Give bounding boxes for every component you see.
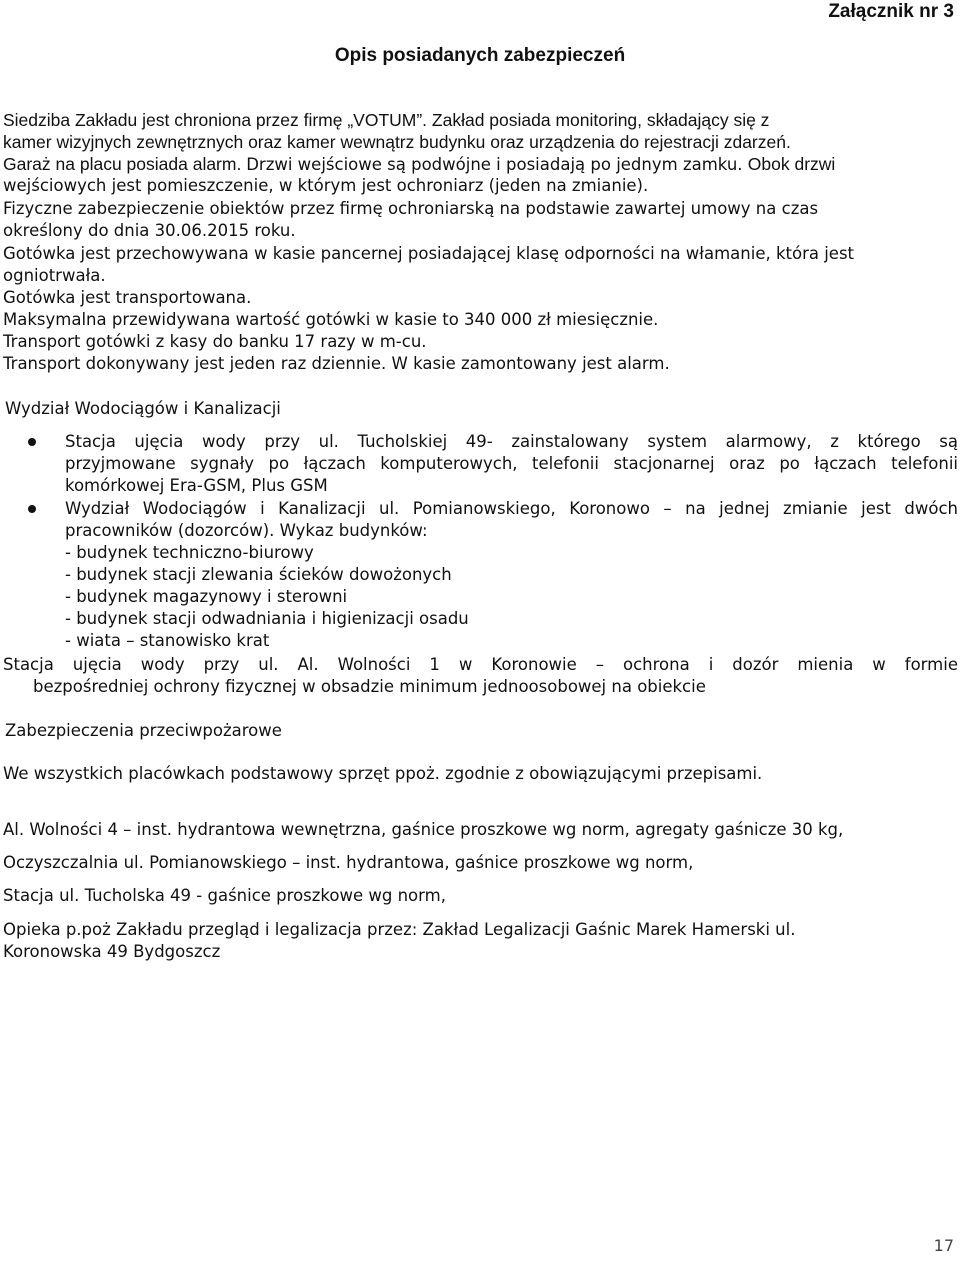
annex-label: Załącznik nr 3 <box>828 1 954 22</box>
building-list-item: - budynek techniczno-biurowy <box>65 543 314 562</box>
intro-line-4: wejściowych jest pomieszczenie, w którym jest ochroniarz (jeden na zmianie). <box>3 176 649 195</box>
fire-paragraph-1: We wszystkich placówkach podstawowy sprzęt ppoż. zgodnie z obowiązującymi przepisami. <box>3 764 763 783</box>
intro-line-3a: Garaż na placu posiada alarm. <box>3 154 247 174</box>
intro-line-6b: ogniotrwała. <box>3 266 106 285</box>
intro-line-5a: Fizyczne zabezpieczenie obiektów przez firmę ochroniarską na podstawie zawartej umowy na czas <box>3 199 819 218</box>
intro-line-3c: Obok drzwi <box>747 154 836 174</box>
building-list-item: - budynek stacji odwadniania i higienizacji osadu <box>65 609 469 628</box>
bullet-item-stacja-tucholska <box>65 431 958 497</box>
intro-line-5b: określony do dnia 30.06.2015 roku. <box>3 221 296 240</box>
fire-paragraph-3: Oczyszczalnia ul. Pomianowskiego – inst. hydrantowa, gaśnice proszkowe wg norm, <box>3 853 694 872</box>
stacja-line-2: bezpośredniej ochrony fizycznej w obsadzie minimum jednoosobowej na obiekcie <box>33 677 706 696</box>
intro-line-8: Maksymalna przewidywana wartość gotówki w kasie to 340 000 zł miesięcznie. <box>3 310 659 329</box>
intro-line-9: Transport gotówki z kasy do banku 17 razy w m-cu. <box>3 332 427 351</box>
fire-paragraph-5-line-1: Opieka p.poż Zakładu przegląd i legalizacja przez: Zakład Legalizacji Gaśnic Marek Hamerski ul. <box>3 920 796 939</box>
wodociagi-heading: Wydział Wodociągów i Kanalizacji <box>5 399 281 418</box>
building-list-item: - wiata – stanowisko krat <box>65 631 270 650</box>
building-list-item: - budynek stacji zlewania ścieków dowożonych <box>65 565 452 584</box>
bullet-item-wydzial <box>65 498 958 652</box>
bullet-1-line-1: Stacja ujęcia wody przy ul. Tucholskiej 49- zainstalowany system alarmowy, z którego są <box>65 432 958 451</box>
intro-line-6a: Gotówka jest przechowywana w kasie pancernej posiadającej klasę odporności na włamanie, która jest <box>3 244 855 263</box>
stacja-line-1: Stacja ujęcia wody przy ul. Al. Wolności 1 w Koronowie – ochrona i dozór mienia w formie <box>3 655 958 674</box>
bullet-1-line-3: komórkowej Era-GSM, Plus GSM <box>65 476 328 495</box>
intro-line-7: Gotówka jest transportowana. <box>3 288 252 307</box>
bullet-1-line-2: przyjmowane sygnały po łączach komputerowych, telefonii stacjonarnej oraz po łączach telefonii <box>65 454 958 473</box>
fire-paragraph-5-line-2: Koronowska 49 Bydgoszcz <box>3 942 221 961</box>
building-list-item: - budynek magazynowy i sterowni <box>65 587 348 606</box>
bullet-icon <box>28 438 36 446</box>
page-number: 17 <box>933 1236 954 1255</box>
fire-heading: Zabezpieczenia przeciwpożarowe <box>5 721 282 740</box>
stacja-wolnosci-paragraph <box>3 654 958 698</box>
intro-line-1: Siedziba Zakładu jest chroniona przez firmę „VOTUM”. Zakład posiada monitoring, składający się z <box>3 110 770 130</box>
intro-line-2: kamer wizyjnych zewnętrznych oraz kamer wewnątrz budynku oraz urządzenia do rejestracji zdarzeń. <box>3 132 791 152</box>
bullet-2-line-1: Wydział Wodociągów i Kanalizacji ul. Pomianowskiego, Koronowo – na jednej zmianie jest dwóch <box>65 499 958 518</box>
bullet-2-line-2: pracowników (dozorców). Wykaz budynków: <box>65 521 428 540</box>
document-title: Opis posiadanych zabezpieczeń <box>334 45 626 66</box>
bullet-icon <box>28 505 36 513</box>
fire-paragraph-2: Al. Wolności 4 – inst. hydrantowa wewnętrzna, gaśnice proszkowe wg norm, agregaty gaśnicze 30 kg, <box>3 820 844 839</box>
intro-line-3 <box>3 153 958 175</box>
intro-line-10: Transport dokonywany jest jeden raz dziennie. W kasie zamontowany jest alarm. <box>3 354 670 373</box>
intro-line-3b: Drzwi wejściowe są podwójne i posiadają po jednym zamku. <box>246 155 748 174</box>
fire-paragraph-4: Stacja ul. Tucholska 49 - gaśnice proszkowe wg norm, <box>3 886 446 905</box>
